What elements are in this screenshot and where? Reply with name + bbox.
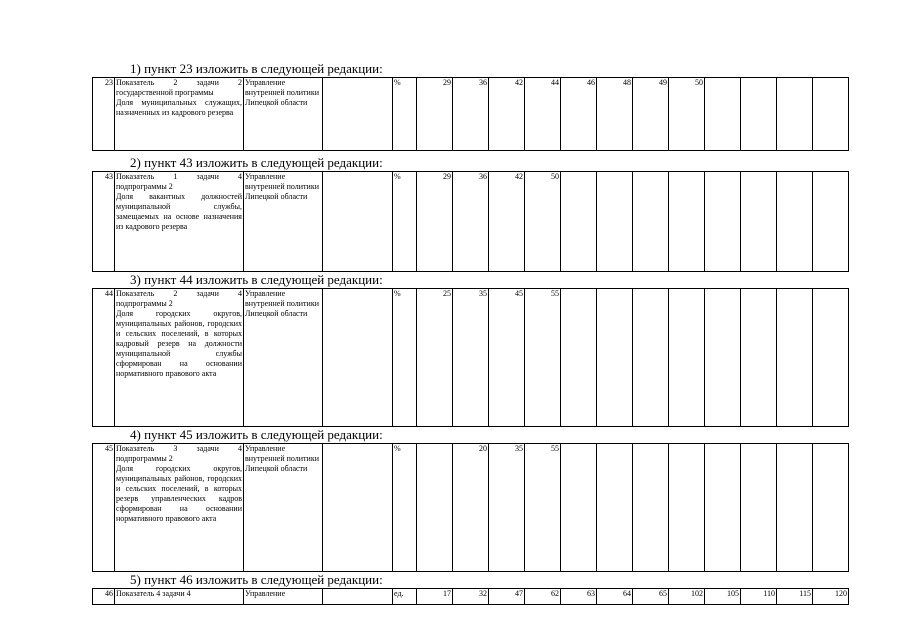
- value-cell: [777, 444, 813, 572]
- value-cell: [741, 289, 777, 427]
- value-cell: [705, 172, 741, 272]
- unit-cell: %: [393, 289, 417, 427]
- value-cell: 20: [453, 444, 489, 572]
- section-heading-3: 3) пункт 44 изложить в следующей редакции:: [130, 272, 383, 287]
- value-cell: 35: [489, 444, 525, 572]
- value-cell: [597, 172, 633, 272]
- value-cell: 32: [453, 589, 489, 605]
- value-cell: [633, 444, 669, 572]
- value-cell: [633, 172, 669, 272]
- row-index: 23: [93, 78, 115, 151]
- value-cell: [597, 289, 633, 427]
- section-heading-1: 1) пункт 23 изложить в следующей редакции:: [130, 61, 383, 76]
- responsible-body: Управление внутренней политики Липецкой области: [244, 444, 323, 572]
- value-cell: [561, 444, 597, 572]
- value-cell: 62: [525, 589, 561, 605]
- table-section-2: [92, 171, 849, 272]
- value-cell: [777, 289, 813, 427]
- value-cell: 48: [597, 78, 633, 151]
- value-cell: 120: [813, 589, 849, 605]
- value-cell: [777, 78, 813, 151]
- indicator-name: Показатель 1 задачи 4 подпрограммы 2 Доля вакантных должностей муниципальной службы, замещаемых на основе назначения из кадрового резерва: [115, 172, 244, 272]
- section-heading-4: 4) пункт 45 изложить в следующей редакции:: [130, 427, 383, 442]
- responsible-body: Управление внутренней политики Липецкой области: [244, 78, 323, 151]
- row-index: 46: [93, 589, 115, 605]
- value-cell: [561, 172, 597, 272]
- value-cell: 36: [453, 78, 489, 151]
- value-cell: [705, 78, 741, 151]
- source-cell: [323, 289, 393, 427]
- value-cell: [813, 289, 849, 427]
- table-section-5: [92, 588, 849, 605]
- value-cell: 64: [597, 589, 633, 605]
- value-cell: 49: [633, 78, 669, 151]
- source-cell: [323, 78, 393, 151]
- value-cell: [633, 289, 669, 427]
- table-section-4: [92, 443, 849, 572]
- source-cell: [323, 589, 393, 605]
- value-cell: 55: [525, 444, 561, 572]
- table-section-3: [92, 288, 849, 427]
- value-cell: 29: [417, 78, 453, 151]
- value-cell: 50: [669, 78, 705, 151]
- responsible-body: Управление внутренней политики Липецкой области: [244, 289, 323, 427]
- value-cell: [777, 172, 813, 272]
- row-index: 43: [93, 172, 115, 272]
- value-cell: [813, 444, 849, 572]
- indicator-name: Показатель 2 задачи 4 подпрограммы 2 Доля городских округов, муниципальных районов, городских и сельских поселений, в которых кадровый резерв на должности муниципальной службы сформирован на основании нормативного правового акта: [115, 289, 244, 427]
- indicator-name: Показатель 3 задачи 4 подпрограммы 2 Доля городских округов, муниципальных районов, городских и сельских поселений, в которых резерв управленческих кадров сформирован на основании нормативного правового акта: [115, 444, 244, 572]
- value-cell: [417, 444, 453, 572]
- unit-cell: %: [393, 172, 417, 272]
- source-cell: [323, 444, 393, 572]
- value-cell: [813, 172, 849, 272]
- value-cell: 110: [741, 589, 777, 605]
- value-cell: 105: [705, 589, 741, 605]
- table-row: [93, 78, 849, 151]
- value-cell: 50: [525, 172, 561, 272]
- table-row: [93, 289, 849, 427]
- row-index: 44: [93, 289, 115, 427]
- source-cell: [323, 172, 393, 272]
- value-cell: [597, 444, 633, 572]
- value-cell: 55: [525, 289, 561, 427]
- value-cell: 36: [453, 172, 489, 272]
- value-cell: 65: [633, 589, 669, 605]
- unit-cell: %: [393, 444, 417, 572]
- value-cell: [741, 172, 777, 272]
- row-index: 45: [93, 444, 115, 572]
- value-cell: 35: [453, 289, 489, 427]
- table-row: [93, 589, 849, 605]
- value-cell: 102: [669, 589, 705, 605]
- value-cell: 45: [489, 289, 525, 427]
- value-cell: [669, 444, 705, 572]
- value-cell: 44: [525, 78, 561, 151]
- value-cell: 115: [777, 589, 813, 605]
- section-heading-2: 2) пункт 43 изложить в следующей редакции:: [130, 155, 383, 170]
- responsible-body: Управление: [244, 589, 323, 605]
- value-cell: [741, 78, 777, 151]
- table-row: [93, 444, 849, 572]
- value-cell: [813, 78, 849, 151]
- value-cell: [669, 172, 705, 272]
- value-cell: 29: [417, 172, 453, 272]
- unit-cell: ед.: [393, 589, 417, 605]
- responsible-body: Управление внутренней политики Липецкой области: [244, 172, 323, 272]
- section-heading-5: 5) пункт 46 изложить в следующей редакции:: [130, 572, 383, 587]
- value-cell: 46: [561, 78, 597, 151]
- value-cell: 47: [489, 589, 525, 605]
- unit-cell: %: [393, 78, 417, 151]
- indicator-name: Показатель 2 задачи 2 государственной программы Доля муниципальных служащих, назначенных из кадрового резерва: [115, 78, 244, 151]
- value-cell: [669, 289, 705, 427]
- value-cell: 17: [417, 589, 453, 605]
- indicator-name: Показатель 4 задачи 4: [115, 589, 244, 605]
- table-row: [93, 172, 849, 272]
- table-section-1: [92, 77, 849, 151]
- value-cell: 42: [489, 78, 525, 151]
- value-cell: [741, 444, 777, 572]
- value-cell: 42: [489, 172, 525, 272]
- value-cell: 63: [561, 589, 597, 605]
- value-cell: [561, 289, 597, 427]
- value-cell: 25: [417, 289, 453, 427]
- value-cell: [705, 444, 741, 572]
- value-cell: [705, 289, 741, 427]
